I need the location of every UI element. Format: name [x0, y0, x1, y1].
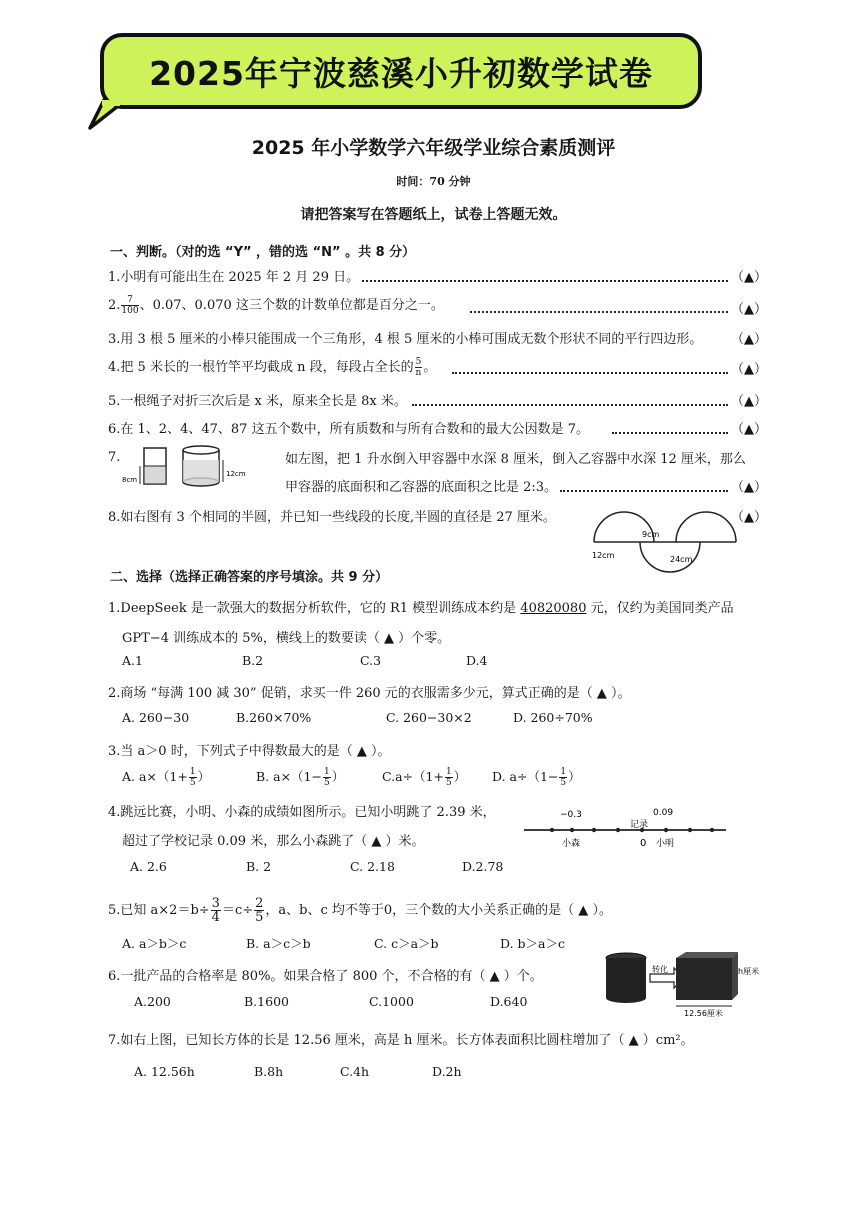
s2-q7-opt-b: B.8h — [254, 1064, 284, 1079]
s2-q1-opt-c: C.3 — [360, 653, 382, 668]
s1-q3-mark: （▲） — [731, 332, 767, 347]
s2-q3-c-frac — [445, 767, 453, 788]
s2-q1-number: 40820080 — [520, 601, 587, 616]
s1-q7-line1: 如左图，把 1 升水倒入甲容器中水深 8 厘米，倒入乙容器中水深 12 厘米，那么 — [285, 452, 746, 467]
s1-q2-frac-num: 7 — [121, 295, 138, 306]
s2-q4-line2: 超过了学校记录 0.09 米，那么小森跳了（ ▲ ）米。 — [122, 834, 425, 849]
s1-q8-mark: （▲） — [731, 510, 767, 525]
nl-record-label: 记录 — [630, 820, 649, 830]
s2-q3-a-close: ） — [197, 769, 211, 784]
nl-xiaoming-label: 小明 — [656, 839, 675, 849]
s2-q3-opt-b — [256, 767, 344, 788]
s2-q5-opt-a: A. a＞b＞c — [122, 936, 187, 951]
s2-q1-pre: 1.DeepSeek 是一款强大的数据分析软件，它的 R1 模型训练成本约是 — [108, 601, 521, 616]
s2-q3-c-fden: 5 — [445, 778, 452, 788]
s2-q4-opt-d: D.2.78 — [462, 859, 504, 874]
s2-q3-a-fden: 5 — [189, 778, 196, 788]
s2-q4-line1: 4.跳远比赛，小明、小森的成绩如图所示。已知小明跳了 2.39 米， — [108, 805, 496, 820]
banner-title: 2025年宁波慈溪小升初数学试卷 — [149, 54, 653, 93]
s2-q3-c-fnum: 1 — [445, 767, 452, 777]
fig8-label-24: 24cm — [670, 555, 693, 564]
s1-q6-text: 6.在 1、2、4、47、87 这五个数中，所有质数和与所有合数和的最大公因数是 7。 — [108, 422, 589, 437]
s2-q7-opt-d: D.2h — [432, 1064, 462, 1079]
fig8-label-9: 9cm — [642, 530, 660, 539]
nl-zero-label: 0 — [640, 838, 647, 849]
s1-q4-text — [108, 356, 436, 378]
s1-q2-frac-den: 100 — [121, 306, 139, 316]
s1-q2-mark: （▲） — [731, 302, 767, 317]
s1-q1-mark: （▲） — [731, 270, 767, 285]
s1-q5-mark: （▲） — [731, 394, 767, 409]
title-banner — [100, 33, 702, 109]
s1-q7-num: 7. — [108, 450, 121, 465]
exam-title: 2025 年小学数学六年级学业综合素质测评 — [251, 137, 616, 159]
s1-q4-mark: （▲） — [731, 362, 767, 377]
section2-heading: 二、选择（选择正确答案的序号填涂。共 9 分） — [110, 570, 389, 585]
s2-q3-b-frac — [323, 767, 331, 788]
s1-q2-leader — [470, 311, 728, 313]
s2-q3-d-text: D. a÷（1− — [492, 769, 559, 784]
s2-q2-opt-c: C. 260−30×2 — [386, 710, 472, 725]
s1-q4-end: 。 — [423, 360, 437, 375]
cylinder-to-cuboid-figure-icon — [604, 950, 764, 1022]
s2-q6-opt-a: A.200 — [134, 994, 171, 1009]
s2-q1-post: 元，仅约为美国同类产品 — [586, 601, 734, 616]
s2-q5-frac2 — [254, 897, 264, 924]
s2-q3-d-fden: 5 — [560, 778, 567, 788]
exam-notice: 请把答案写在答题纸上，试卷上答题无效。 — [300, 207, 567, 223]
s1-q8-text: 8.如右图有 3 个相同的半圆，并已知一些线段的长度,半圆的直径是 27 厘米。 — [108, 510, 556, 525]
exam-time: 时间：70 分钟 — [396, 175, 471, 188]
s1-q5-text: 5.一根绳子对折三次后是 x 米，原来全长是 8x 米。 — [108, 394, 407, 409]
fig6-arrow-label: 转化 — [652, 965, 668, 974]
section1-heading: 一、判断。（对的选 “Y” ，错的选 “N” 。共 8 分） — [110, 245, 416, 260]
s2-q5-opt-c: C. c＞a＞b — [374, 936, 439, 951]
s2-q3-d-close: ） — [568, 769, 581, 784]
s2-q5-mid: ＝c÷ — [221, 903, 254, 918]
s2-q3-c-close: ） — [453, 769, 467, 784]
s2-q3-opt-d — [492, 767, 581, 788]
s2-q5-f2d: 5 — [255, 910, 264, 925]
s1-q6-leader — [612, 432, 728, 434]
s1-q4-frac-den: n — [415, 368, 422, 378]
s2-q2-opt-d: D. 260÷70% — [513, 710, 593, 725]
s2-q4-opt-b: B. 2 — [246, 859, 272, 874]
s2-q1-opt-a: A.1 — [122, 653, 143, 668]
fig6-length-label: 12.56厘米 — [684, 1009, 723, 1018]
s1-q3-text: 3.用 3 根 5 厘米的小棒只能围成一个三角形，4 根 5 厘米的小棒可围成无数个形状不同的平行四边形。 — [108, 332, 703, 347]
s1-q7-line2: 甲容器的底面积和乙容器的底面积之比是 2:3。 — [285, 480, 558, 495]
s2-q3-text: 3.当 a＞0 时，下列式子中得数最大的是（ ▲ ）。 — [108, 744, 391, 759]
s1-q4-frac-num: 5 — [415, 357, 422, 367]
s1-q2-text — [108, 294, 444, 316]
s2-q2-text: 2.商场 “每满 100 减 30” 促销，求买一件 260 元的衣服需多少元，算式正确的是（ ▲ ）。 — [108, 686, 631, 701]
s2-q3-d-frac — [559, 767, 567, 788]
s2-q2-opt-a: A. 260−30 — [122, 710, 190, 725]
s2-q5-f1n: 3 — [211, 896, 220, 911]
s1-q7-leader — [560, 490, 728, 492]
container-figure-icon — [122, 440, 258, 495]
nl-xiaosen-label: 小森 — [562, 839, 581, 849]
s1-q6-mark: （▲） — [731, 422, 767, 437]
s2-q1-opt-b: B.2 — [242, 653, 264, 668]
s1-q4-main: 4.把 5 米长的一根竹竿平均截成 n 段，每段占全长的 — [108, 360, 414, 375]
s1-q1-leader — [362, 280, 728, 282]
s2-q6-text: 6.一批产品的合格率是 80%。如果合格了 800 个，不合格的有（ ▲ ）个。 — [108, 969, 543, 984]
number-line-figure-icon — [522, 806, 732, 852]
s2-q3-b-fnum: 1 — [324, 767, 330, 777]
s1-q7-mark: （▲） — [731, 480, 767, 495]
s1-q2-num: 2. — [108, 298, 121, 313]
s2-q5-pre: 5.已知 a×2＝b÷ — [108, 903, 210, 918]
s2-q5-text — [108, 897, 612, 924]
s2-q4-opt-c: C. 2.18 — [350, 859, 395, 874]
s1-q2-fraction — [121, 295, 138, 316]
s2-q5-f1d: 4 — [211, 910, 220, 925]
s2-q5-opt-b: B. a＞c＞b — [246, 936, 311, 951]
s2-q7-opt-a: A. 12.56h — [134, 1064, 195, 1079]
s1-q5-leader — [412, 404, 728, 406]
s2-q3-a-text: A. a×（1+ — [122, 769, 188, 784]
s2-q3-b-close: ） — [331, 769, 345, 784]
s2-q6-opt-d: D.640 — [490, 994, 528, 1009]
s1-q1-text: 1.小明有可能出生在 2025 年 2 月 29 日。 — [108, 270, 360, 285]
s2-q5-opt-d: D. b＞a＞c — [500, 936, 565, 951]
nl-plus-label: 0.09 — [653, 808, 674, 818]
s2-q5-frac1 — [211, 897, 221, 924]
s2-q1-line1 — [108, 597, 734, 616]
nl-minus-label: −0.3 — [560, 810, 582, 820]
s2-q3-b-text: B. a×（1− — [256, 769, 322, 784]
s2-q3-a-fnum: 1 — [189, 767, 196, 777]
s1-q2-rest: 、0.07、0.070 这三个数的计数单位都是百分之一。 — [139, 298, 444, 313]
fig8-label-12: 12cm — [592, 551, 615, 560]
s2-q4-opt-a: A. 2.6 — [130, 859, 167, 874]
s2-q5-f2n: 2 — [255, 896, 264, 911]
s2-q3-b-fden: 5 — [324, 778, 330, 788]
s1-q4-fraction — [415, 357, 423, 378]
s2-q7-text: 7.如右上图，已知长方体的长是 12.56 厘米，高是 h 厘米。长方体表面积比圆柱增加了（ ▲ ）cm²。 — [108, 1033, 694, 1048]
s2-q6-opt-c: C.1000 — [369, 994, 414, 1009]
semicircles-figure-icon — [590, 512, 740, 567]
s2-q3-opt-c — [382, 767, 466, 788]
s2-q1-line2: GPT−4 训练成本的 5%，横线上的数要读（ ▲ ）个零。 — [122, 631, 451, 646]
banner-tail-icon — [88, 100, 128, 132]
s2-q6-opt-b: B.1600 — [244, 994, 289, 1009]
fig6-h-label: h厘米 — [738, 967, 760, 976]
s2-q3-opt-a — [122, 767, 210, 788]
s2-q7-opt-c: C.4h — [340, 1064, 370, 1079]
s2-q2-opt-b: B.260×70% — [236, 710, 312, 725]
s2-q3-c-text: C.a÷（1+ — [382, 769, 444, 784]
s2-q1-opt-d: D.4 — [466, 653, 488, 668]
s2-q3-d-fnum: 1 — [560, 767, 567, 777]
fig7-label-8cm: 8cm — [122, 476, 138, 484]
s2-q5-post: ，a、b、c 均不等于0，三个数的大小关系正确的是（ ▲ ）。 — [265, 903, 612, 918]
fig7-label-12cm: 12cm — [226, 470, 246, 478]
s1-q4-leader — [452, 372, 728, 374]
s2-q3-a-frac — [189, 767, 197, 788]
